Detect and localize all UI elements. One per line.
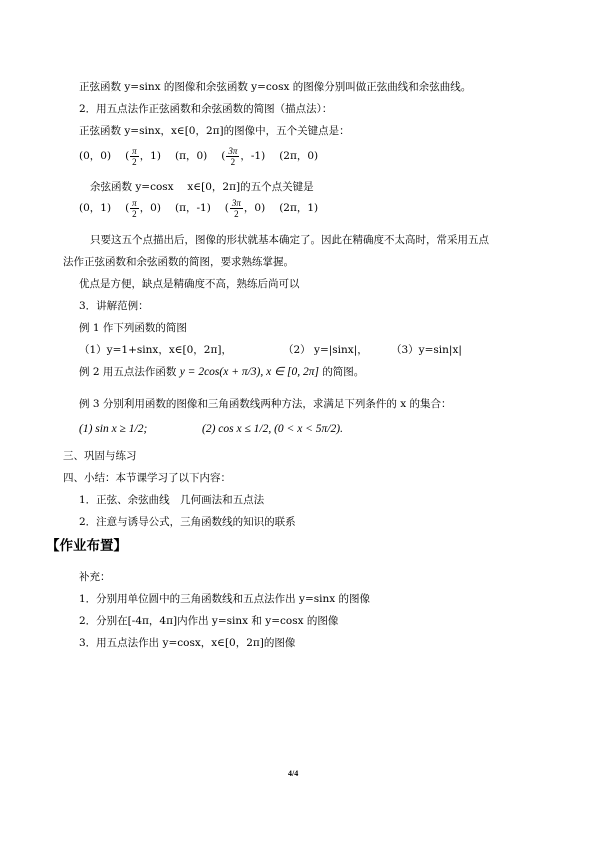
example-2-prefix: 例 2 用五点法作函数 bbox=[79, 366, 177, 378]
section-summary-heading: 四、小结：本节课学习了以下内容： bbox=[63, 472, 231, 484]
example-1-item-1: （1）y=1+sinx，x∈[0，2π]， bbox=[79, 344, 232, 356]
example-3-condition-2: (2) cos x ≤ 1/2, (0 < x < 5π/2). bbox=[202, 423, 343, 435]
cos-key-point-5: (2π，1) bbox=[279, 202, 319, 214]
text-line-five-point-heading: 2．用五点法作正弦函数和余弦函数的简图（描点法）： bbox=[79, 103, 333, 115]
cos-key-point-1: (0，1) bbox=[79, 202, 112, 214]
text-line-sin-key-points-intro: 正弦函数 y=sinx，x∈[0，2π]的图像中，五个关键点是： bbox=[79, 125, 350, 137]
text-line-pros-cons: 优点是方便，缺点是精确度不高，熟练后尚可以 bbox=[79, 278, 300, 290]
sin-key-point-5: (2π，0) bbox=[279, 150, 319, 162]
text-line-summary-1: 只要这五个点描出后，图像的形状就基本确定了。因此在精确度不太高时，常采用五点 bbox=[90, 234, 489, 246]
example-1-item-2: （2） y=|sinx|， bbox=[283, 344, 368, 356]
fraction: $\frac{3\pi}{2}$ bbox=[228, 145, 238, 167]
sin-key-point-2: ( $\frac{\pi}{2}$ ，1) bbox=[125, 145, 161, 167]
text-line-cos-key-points-intro: 余弦函数 y=cosx x∈[0，2π]的五个点关键是 bbox=[90, 181, 314, 193]
summary-item-2: 2．注意与诱导公式，三角函数线的知识的联系 bbox=[79, 516, 296, 528]
text-line-examples-heading: 3．讲解范例： bbox=[79, 300, 149, 312]
example-2-suffix: 的简图。 bbox=[322, 366, 365, 378]
example-3-title: 例 3 分别利用函数的图像和三角函数线两种方法，求满足下列条件的 x 的集合： bbox=[79, 398, 452, 410]
sin-key-points-row bbox=[79, 145, 332, 167]
fraction: $\frac{\pi}{2}$ bbox=[132, 197, 137, 219]
text-line-summary-2: 法作正弦函数和余弦函数的简图，要求熟练掌握。 bbox=[63, 256, 294, 268]
sin-key-point-1: (0，0) bbox=[79, 150, 112, 162]
sin-key-point-4: ( $\frac{3\pi}{2}$ ，-1) bbox=[221, 145, 266, 167]
section-practice-heading: 三、巩固与练习 bbox=[63, 450, 137, 462]
example-3-condition-1: (1) sin x ≥ 1/2; bbox=[79, 423, 148, 435]
example-1-item-3: （3）y=sin|x| bbox=[391, 344, 462, 356]
homework-supplement-label: 补充： bbox=[79, 571, 111, 583]
summary-item-1: 1．正弦、余弦曲线 几何画法和五点法 bbox=[79, 494, 265, 506]
homework-item-2: 2．分别在[-4π，4π]内作出 y=sinx 和 y=cosx 的图像 bbox=[79, 615, 339, 627]
sin-key-point-3: (π，0) bbox=[174, 150, 208, 162]
homework-item-1: 1．分别用单位圆中的三角函数线和五点法作出 y=sinx 的图像 bbox=[79, 593, 371, 605]
page-number: 4/4 bbox=[288, 769, 299, 778]
example-2-formula: y = 2cos(x + π/3), x ∈ [0, 2π] bbox=[179, 366, 319, 378]
fraction: $\frac{\pi}{2}$ bbox=[132, 145, 137, 167]
cos-key-point-2: ( $\frac{\pi}{2}$ ，0) bbox=[125, 197, 161, 219]
homework-item-3: 3．用五点法作出 y=cosx，x∈[0，2π]的图像 bbox=[79, 637, 296, 649]
fraction: $\frac{3\pi}{2}$ bbox=[231, 197, 241, 219]
example-1-title: 例 1 作下列函数的简图 bbox=[79, 322, 187, 334]
cos-key-point-3: (π，-1) bbox=[174, 202, 211, 214]
example-2-line bbox=[79, 365, 364, 379]
cos-key-point-4: ( $\frac{3\pi}{2}$ ，0) bbox=[224, 197, 266, 219]
text-line-curve-names: 正弦函数 y=sinx 的图像和余弦函数 y=cosx 的图像分别叫做正弦曲线和余弦曲线。 bbox=[79, 81, 472, 93]
homework-title: 【作业布置】 bbox=[46, 538, 127, 554]
cos-key-points-row bbox=[79, 197, 332, 219]
